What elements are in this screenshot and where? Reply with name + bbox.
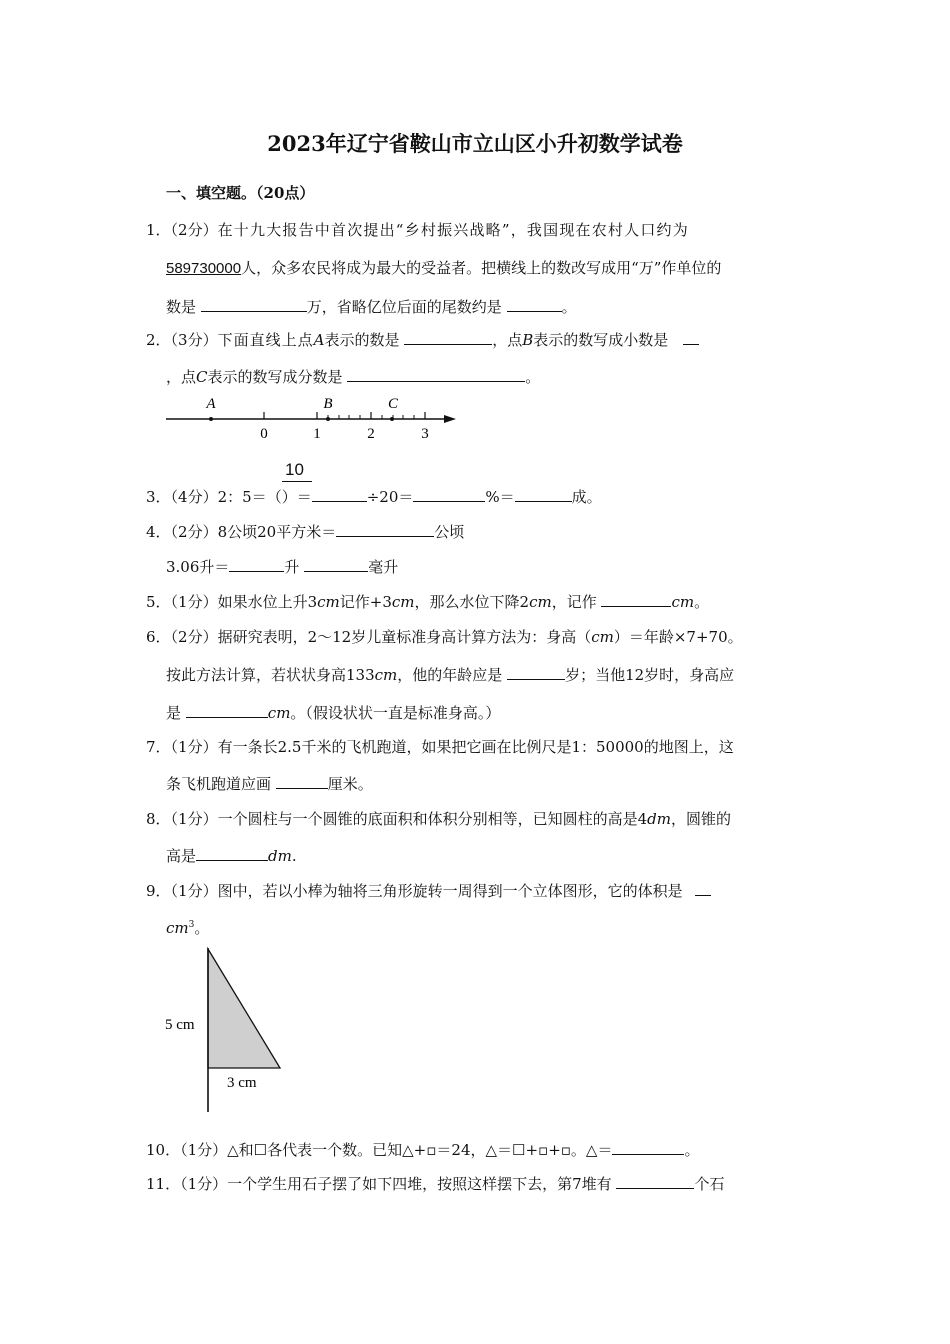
question-score: （1分） (170, 810, 218, 828)
question-text: 高是 (166, 847, 197, 865)
question-text: 一个学生用石子摆了如下四堆，按照这样摆下去，第7堆有 (227, 1175, 612, 1193)
question-text: 厘米。 (327, 775, 373, 793)
question-text: 。 (684, 1141, 700, 1159)
question-5-line (146, 591, 709, 612)
question-4-line-2 (166, 556, 398, 577)
question-number: 3． (146, 488, 171, 506)
question-score: （2分） (170, 221, 218, 239)
question-text: 图中，若以小棒为轴将三角形旋转一周得到一个立体图形，它的体积是 (217, 882, 683, 900)
question-text: . (291, 847, 297, 865)
question-text: 2：5＝ (217, 488, 267, 506)
question-number: 5． (146, 593, 171, 611)
question-9-line-1 (146, 880, 711, 901)
unit-text: dm (647, 810, 671, 828)
question-text: ，他的年龄应是 (397, 666, 503, 684)
unit-text: cm (671, 593, 695, 611)
answer-blank[interactable] (616, 1174, 694, 1189)
question-text: 条飞机跑道应画 (166, 775, 272, 793)
question-text: 个石 (694, 1175, 725, 1193)
answer-blank[interactable] (404, 330, 492, 345)
question-7-line-1 (146, 736, 734, 757)
fraction-bar (282, 481, 312, 482)
number-line-figure (160, 390, 470, 446)
question-text: 如果水位上升3 (217, 593, 318, 611)
question-text: ，点 (492, 331, 523, 349)
answer-blank[interactable] (304, 557, 368, 572)
question-text: 升 (284, 558, 300, 576)
question-text: 毫升 (368, 558, 399, 576)
question-1-line-2 (166, 257, 721, 278)
answer-blank[interactable] (312, 487, 367, 502)
question-number: 8． (146, 810, 171, 828)
point-b-label: B (323, 396, 333, 412)
unit-text: cm (267, 704, 291, 722)
question-10-line (146, 1139, 700, 1160)
axis-arrow-icon (444, 415, 456, 423)
question-text: ）＝年龄×7+70。 (613, 628, 743, 646)
answer-blank[interactable] (612, 1140, 684, 1155)
point-label: A (313, 331, 325, 349)
underlined-number: 589730000 (166, 260, 242, 277)
question-number: 1． (146, 221, 171, 239)
section-heading: 一、填空题。（20点） (166, 184, 315, 202)
answer-blank[interactable] (515, 487, 572, 502)
answer-blank[interactable] (507, 297, 562, 312)
question-score: （2分） (170, 523, 218, 541)
height-label: 5 cm (165, 1017, 195, 1033)
question-score: （3分） (170, 331, 218, 349)
point-c-label: C (387, 396, 399, 412)
tick-label: 3 (421, 426, 429, 442)
question-11-line (146, 1173, 724, 1194)
question-text: %＝ (485, 488, 515, 506)
tick-label: 1 (313, 426, 321, 442)
question-text: 按此方法计算，若状状身高133 (166, 666, 375, 684)
question-6-line-2 (166, 664, 734, 685)
unit-text: cm (391, 593, 415, 611)
question-2-line-1 (146, 329, 699, 350)
triangle-figure (160, 942, 300, 1118)
unit-text: cm (591, 628, 614, 646)
unit-text: cm (166, 919, 189, 937)
answer-blank[interactable] (229, 557, 284, 572)
question-text: 是 (166, 704, 182, 722)
question-text: 。（假设状状一直是标准身高。） (290, 704, 501, 722)
question-text: 公顷 (434, 523, 465, 541)
right-triangle (208, 949, 280, 1068)
question-text: 。 (194, 919, 210, 937)
question-text: △和☐各代表一个数。已知△+▫＝24，△＝☐+▫+▫。△＝ (227, 1141, 613, 1159)
point-label: C (196, 368, 208, 386)
question-4-line-1 (146, 521, 464, 542)
question-text: ，记作 (551, 593, 597, 611)
question-text: 一个圆柱与一个圆锥的底面积和体积分别相等，已知圆柱的高是4 (217, 810, 648, 828)
answer-blank[interactable] (186, 703, 268, 718)
question-text: 成。 (571, 488, 602, 506)
question-8-line-2 (166, 845, 297, 866)
question-score: （1分） (170, 882, 218, 900)
question-text: 3.06升＝ (166, 558, 230, 576)
tick-label: 0 (260, 426, 268, 442)
question-text: 人，众多农民将成为最大的受益者。把横线上的数改写成用“万”作单位的 (241, 259, 722, 277)
question-score: （1分） (170, 593, 218, 611)
question-text: ，圆锥的 (670, 810, 731, 828)
fraction-numerator: 10 (285, 460, 304, 479)
question-7-line-2 (166, 773, 373, 794)
question-text: 万，省略亿位后面的尾数约是 (306, 298, 502, 316)
answer-blank[interactable] (413, 487, 485, 502)
question-1-line-1 (146, 219, 689, 240)
unit-text: cm (374, 666, 398, 684)
question-text: 。 (561, 298, 577, 316)
question-score: （1分） (180, 1141, 228, 1159)
base-label: 3 cm (227, 1075, 257, 1091)
unit-text: dm (268, 847, 292, 865)
question-score: （4分） (170, 488, 218, 506)
point-c-dot (390, 417, 394, 421)
question-number: 10． (146, 1141, 181, 1159)
page-title: 2023年辽宁省鞍山市立山区小升初数学试卷 (267, 131, 683, 156)
question-text: ＝ (296, 488, 312, 506)
answer-blank[interactable] (276, 774, 328, 789)
answer-blank[interactable] (601, 592, 671, 607)
question-text: 岁；当他12岁时，身高应 (565, 666, 735, 684)
question-text: 表示的数写成分数是 (207, 368, 343, 386)
question-text: 下面直线上点 (217, 331, 314, 349)
question-score: （2分） (170, 628, 218, 646)
point-a-dot (209, 417, 213, 421)
question-score: （1分） (180, 1175, 228, 1193)
question-text: 表示的数是 (324, 331, 400, 349)
question-9-line-2 (166, 917, 209, 938)
unit-text: cm (529, 593, 552, 611)
answer-blank[interactable] (201, 297, 307, 312)
question-number: 7． (146, 738, 171, 756)
question-text: 数是 (166, 298, 197, 316)
question-number: 4． (146, 523, 171, 541)
point-label: B (522, 331, 534, 349)
answer-blank[interactable] (196, 846, 268, 861)
tick-label: 2 (367, 426, 375, 442)
question-text: 表示的数写成小数是 (533, 331, 669, 349)
fraction-denominator: （） (266, 488, 297, 506)
point-a-label: A (206, 396, 216, 412)
answer-blank[interactable] (695, 881, 711, 896)
question-8-line-1 (146, 808, 731, 829)
question-text: 。 (525, 368, 541, 386)
question-text: ，点 (166, 368, 197, 386)
question-text: 记作+3 (339, 593, 392, 611)
question-number: 2． (146, 331, 171, 349)
question-text: 有一条长2.5千米的飞机跑道，如果把它画在比例尺是1：50000的地图上，这 (217, 738, 734, 756)
unit-exponent: 3 (188, 920, 195, 930)
question-text: 8公顷20平方米＝ (217, 523, 337, 541)
question-1-line-3 (166, 296, 577, 317)
answer-blank[interactable] (507, 665, 565, 680)
question-text: 。 (694, 593, 710, 611)
question-number: 11． (146, 1175, 181, 1193)
unit-text: cm (317, 593, 340, 611)
question-score: （1分） (170, 738, 218, 756)
question-text: ÷20＝ (366, 488, 414, 506)
answer-blank[interactable] (347, 367, 525, 382)
question-text: 在十九大报告中首次提出“乡村振兴战略”，我国现在农村人口约为 (217, 221, 689, 239)
question-2-line-2 (166, 366, 540, 387)
question-text: 据研究表明，2～12岁儿童标准身高计算方法为：身高（ (217, 628, 592, 646)
question-6-line-3 (166, 702, 500, 723)
question-number: 6． (146, 628, 171, 646)
question-text: ，那么水位下降2 (414, 593, 530, 611)
answer-blank[interactable] (336, 522, 434, 537)
question-3-line (146, 486, 602, 507)
question-6-line-1 (146, 626, 743, 647)
point-b-dot (326, 417, 330, 421)
answer-blank[interactable] (683, 330, 699, 345)
question-number: 9． (146, 882, 171, 900)
